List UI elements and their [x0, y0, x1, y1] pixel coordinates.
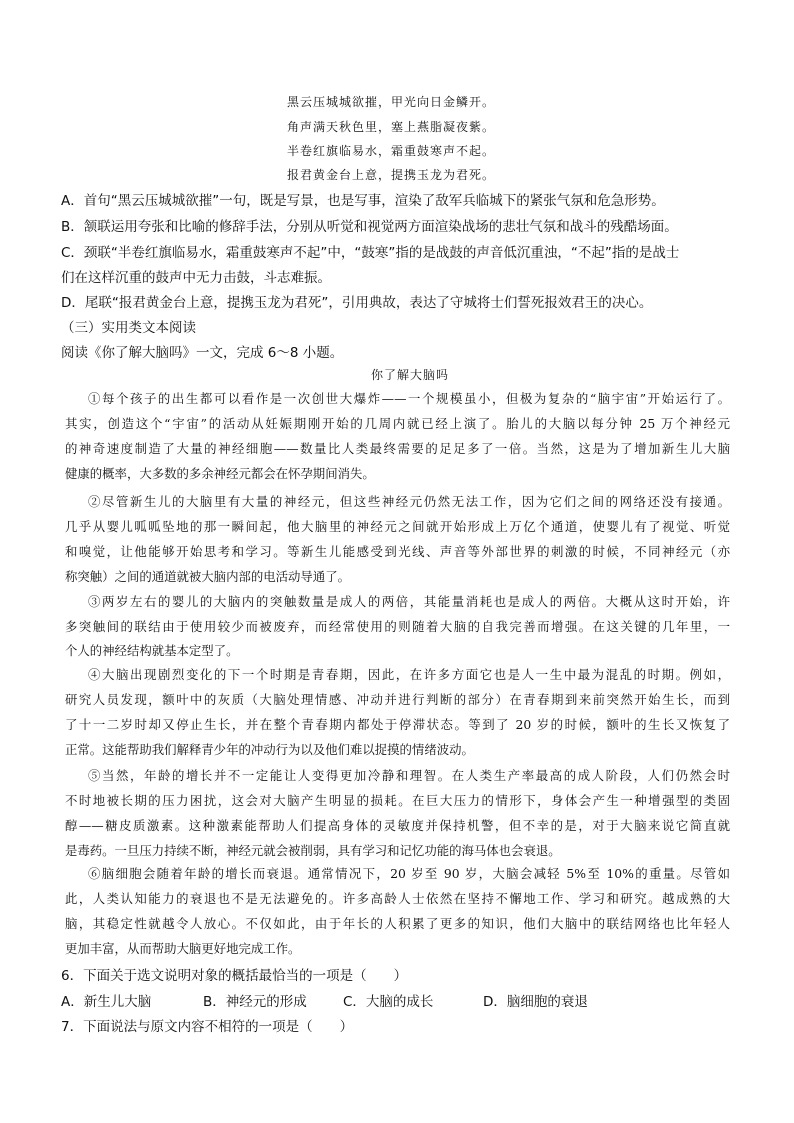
paragraph-4-line: 研究人员发现，额叶中的灰质（大脑处理情感、冲动并进行判断的部分）在青春期到来前突然开始生长，而到	[65, 692, 730, 707]
paragraph-3-line: 个人的神经结构就基本定型了。	[65, 643, 239, 658]
paragraph-1-line: 的神奇速度制造了大量的神经细胞——数量比人类最终需要的足足多了一倍。当然，这是为了增加新生儿大脑	[65, 441, 730, 456]
article-title: 你了解大脑吗	[371, 368, 450, 382]
question-6-option-d: D．脑细胞的衰退	[483, 994, 588, 1010]
option-b: B．颔联运用夸张和比喻的修辞手法，分别从听觉和视觉两方面渲染战场的悲壮气氛和战斗的残酷场面。	[61, 219, 678, 235]
paragraph-5-line: ⑤当然，年龄的增长并不一定能让人变得更加冷静和理智。在人类生产率最高的成人阶段，人们仍然会时	[88, 768, 730, 783]
paragraph-6-line: ⑥脑细胞会随着年龄的增长而衰退。通常情况下，20 岁至 90 岁，大脑会减轻 5%至 10%的重量。尽管如	[88, 866, 730, 881]
paragraph-2-line: 称突触）之间的通道就被大脑内部的电活动导通了。	[65, 569, 350, 584]
paragraph-4-line: 了十一二岁时却又停止生长，并在整个青春期内都处于停滞状态。等到了 20 岁的时候，额叶的生长又恢复了	[65, 717, 730, 732]
option-c-cont: 们在这样沉重的鼓声中无力击鼓，斗志难振。	[61, 270, 331, 286]
paragraph-4-line: ④大脑出现剧烈变化的下一个时期是青春期，因此，在许多方面它也是人一生中最为混乱的时期。例如，	[88, 667, 730, 682]
paragraph-5-line: 醇——糖皮质激素。这种激素能帮助人们提高身体的灵敏度并保持机警，但不幸的是，对于大脑来说它简直就	[65, 818, 730, 833]
poem-line: 角声满天秋色里，塞上燕脂凝夜紫。	[287, 120, 496, 134]
poem-line: 黑云压城城欲摧，甲光向日金鳞开。	[287, 95, 496, 109]
option-a: A．首句“黑云压城城欲摧”一句，既是写景，也是写事，渲染了敌军兵临城下的紧张气氛和危急形势。	[61, 193, 665, 209]
paragraph-5-line: 不时地被长期的压力困扰，这会对大脑产生明显的损耗。在巨大压力的情形下，身体会产生一种增强型的类固	[65, 793, 730, 808]
paragraph-3-line: 多突触间的联结由于使用较少而被废弃，而经常使用的则随着大脑的自我完善而增强。在这关键的几年里，一	[65, 619, 730, 634]
paragraph-1-line: 健康的概率，大多数的多余神经元都会在怀孕期间消失。	[65, 466, 375, 481]
question-7-stem: 7．下面说法与原文内容不相符的一项是（ ）	[61, 1019, 354, 1035]
paragraph-5-line: 是毒药。一旦压力持续不断，神经元就会被削弱，具有学习和记忆功能的海马体也会衰退。	[65, 843, 561, 858]
question-6-option-b: B．神经元的形成	[203, 994, 307, 1010]
option-d: D．尾联“报君黄金台上意，提携玉龙为君死”，引用典故，表达了守城将士们誓死报效君王的决心。	[61, 295, 653, 311]
question-6-option-c: C．大脑的成长	[343, 994, 434, 1010]
reading-instruction: 阅读《你了解大脑吗》一文，完成 6～8 小题。	[61, 345, 344, 361]
question-6-option-a: A．新生儿大脑	[61, 994, 152, 1010]
poem-line: 报君黄金台上意，提携玉龙为君死。	[287, 168, 496, 182]
paragraph-1-line: 其实，创造这个“宇宙”的活动从妊娠期刚开始的几周内就已经上演了。胎儿的大脑以每分钟 25 万个神经元	[65, 416, 730, 431]
option-c: C．颈联“半卷红旗临易水，霜重鼓寒声不起”中，“鼓寒”指的是战鼓的声音低沉重浊，“不起”指的是战士	[61, 245, 680, 261]
paragraph-2-line: 几乎从婴儿呱呱坠地的那一瞬间起，他大脑里的神经元之间就开始形成上万亿个通道，使婴儿有了视觉、听觉	[65, 519, 730, 534]
paragraph-2-line: ②尽管新生儿的大脑里有大量的神经元，但这些神经元仍然无法工作，因为它们之间的网络还没有接通。	[88, 494, 730, 509]
paragraph-6-line: 脑，其稳定性就越令人放心。不仅如此，由于年长的人积累了更多的知识，他们大脑中的联结网络也比年轻人	[65, 916, 730, 931]
poem-line: 半卷红旗临易水，霜重鼓寒声不起。	[287, 144, 496, 158]
paragraph-1-line: ①每个孩子的出生都可以看作是一次创世大爆炸——一个规模虽小，但极为复杂的“脑宇宙”开始运行了。	[88, 391, 730, 406]
section-heading: （三）实用类文本阅读	[61, 320, 196, 336]
question-6-stem: 6．下面关于选文说明对象的概括最恰当的一项是（ ）	[61, 968, 408, 984]
paragraph-6-line: 更加丰富，从而帮助大脑更好地完成工作。	[65, 941, 301, 956]
paragraph-6-line: 此，人类认知能力的衰退也不是无法避免的。许多高龄人士依然在坚持不懈地工作、学习和研究。越成熟的大	[65, 891, 730, 906]
paragraph-4-line: 正常。这能帮助我们解释青少年的冲动行为以及他们难以捉摸的情绪波动。	[65, 742, 474, 757]
paragraph-3-line: ③两岁左右的婴儿的大脑内的突触数量是成人的两倍，其能量消耗也是成人的两倍。大概从这时开始，许	[88, 594, 730, 609]
paragraph-2-line: 和嗅觉，让他能够开始思考和学习。等新生儿能感受到光线、声音等外部世界的刺激的时候，不同神经元（亦	[65, 544, 730, 559]
